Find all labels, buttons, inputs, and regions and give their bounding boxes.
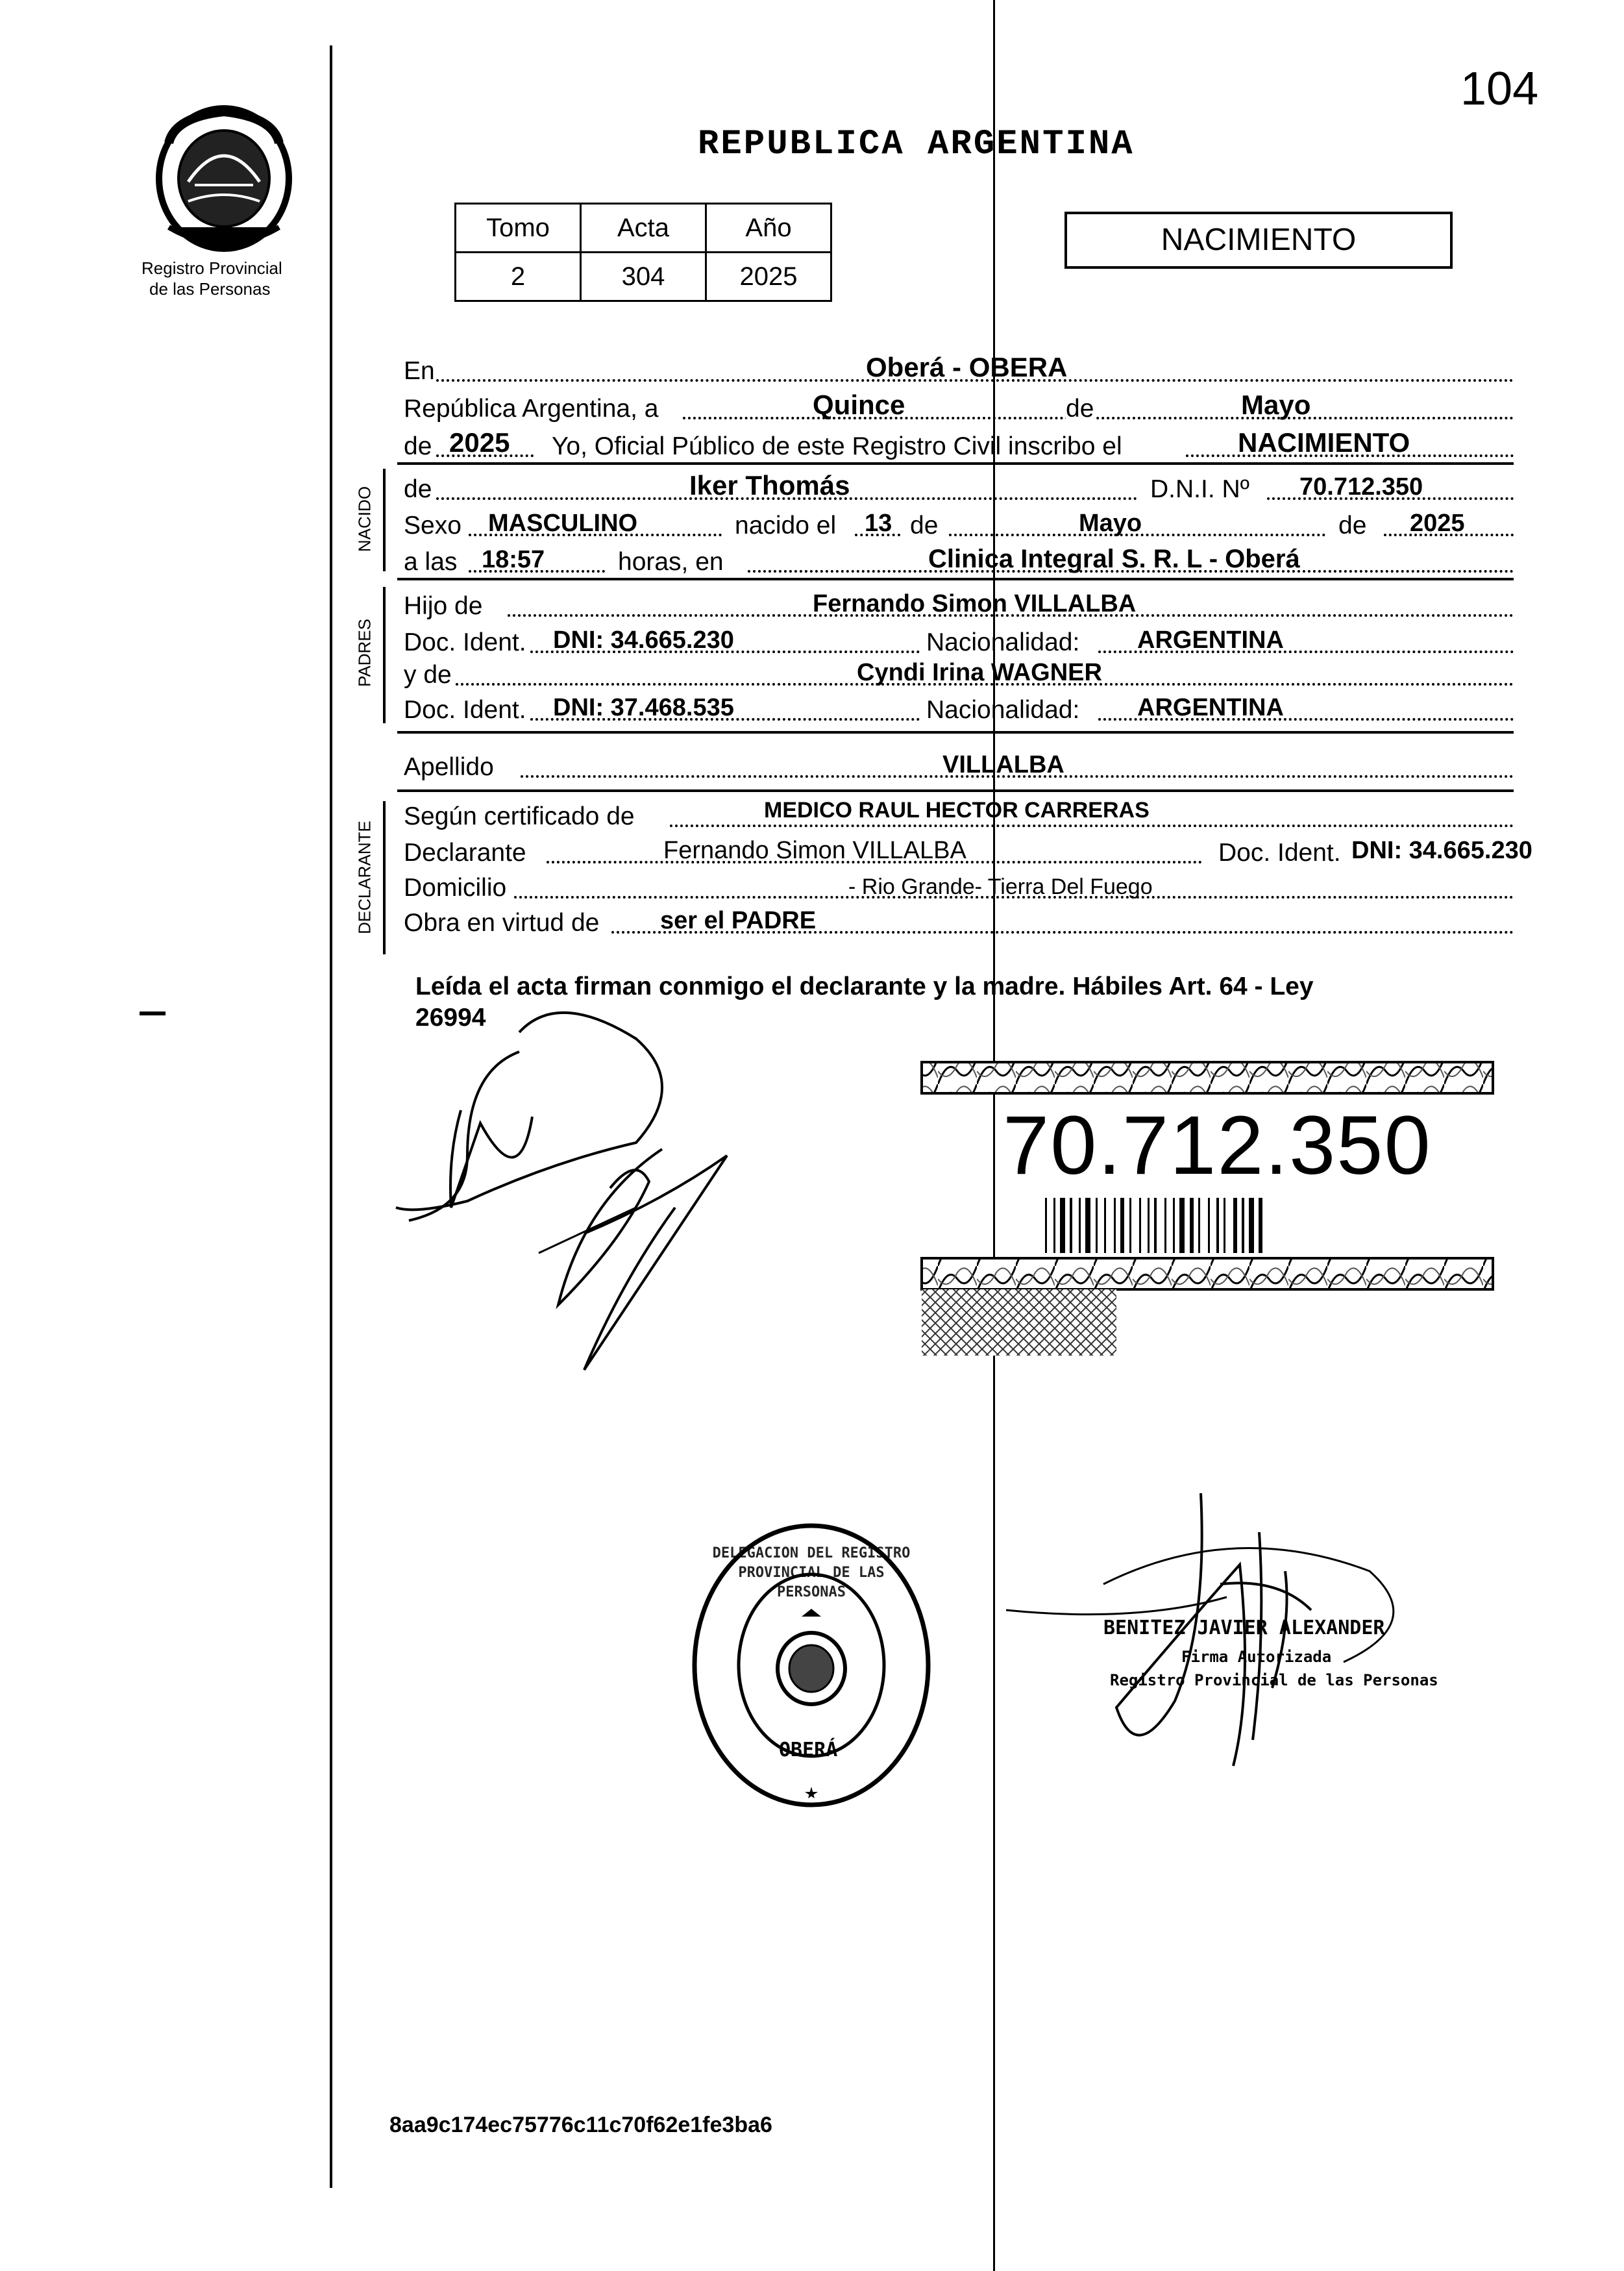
sexo-value: MASCULINO	[488, 510, 638, 537]
de-label: de	[404, 475, 432, 503]
closing-line-1: Leída el acta firman conmigo el declarante y la madre. Hábiles Art. 64 - Ley	[415, 973, 1314, 1000]
row-obra	[397, 902, 1514, 941]
declarante-name: Fernando Simon VILLALBA	[663, 837, 966, 864]
divider-after-padres	[397, 731, 1514, 734]
document-title: REPUBLICA ARGENTINA	[698, 125, 1135, 164]
child-name: Iker Thomás	[689, 470, 850, 501]
obra-label: Obra en virtud de	[404, 909, 600, 937]
barcode-bar	[1045, 1198, 1047, 1253]
domicilio-value: - Rio Grande- Tierra Del Fuego	[848, 875, 1153, 899]
y-de-label: y de	[404, 661, 452, 689]
birth-day-value: 13	[865, 510, 892, 537]
apellido-value: VILLALBA	[942, 751, 1064, 778]
republica-label: República Argentina, a	[404, 395, 659, 423]
row-en	[397, 351, 1514, 390]
barcode-bar	[1198, 1198, 1200, 1253]
page-number: 104	[1460, 63, 1539, 115]
time-value: 18:57	[482, 546, 545, 573]
barcode-bar	[1104, 1198, 1106, 1253]
a-las-label: a las	[404, 548, 458, 576]
act-type-box	[1064, 212, 1453, 269]
de-label-2: de	[910, 512, 939, 540]
official-role: Firma Autorizada	[1181, 1648, 1332, 1666]
barcode-bar	[1208, 1198, 1210, 1253]
year-prefix-label: de	[404, 432, 432, 460]
row-y-de	[397, 654, 1514, 693]
domicilio-label: Domicilio	[404, 874, 507, 902]
declarante-section-label: DECLARANTE	[354, 821, 375, 934]
apellido-label: Apellido	[404, 753, 494, 781]
barcode-bar	[1164, 1198, 1166, 1253]
act-value: NACIMIENTO	[1238, 427, 1410, 458]
barcode-bar	[1216, 1198, 1219, 1253]
row-apellido	[397, 747, 1514, 786]
mother-doc: DNI: 37.468.535	[553, 694, 734, 721]
left-margin-rule	[330, 45, 332, 2188]
barcode-bar	[1079, 1198, 1081, 1253]
nacionalidad-label: Nacionalidad:	[926, 628, 1080, 656]
row-statement	[397, 426, 1514, 465]
father-doc: DNI: 34.665.230	[553, 627, 734, 654]
barcode-bar	[1259, 1198, 1262, 1253]
declarante-bracket	[383, 801, 386, 954]
row-segun	[397, 796, 1514, 835]
padres-section-label: PADRES	[354, 619, 375, 687]
row-mother-doc	[397, 689, 1514, 728]
registry-table	[454, 203, 832, 302]
divider-after-intro	[397, 462, 1514, 465]
row-nacido-hora	[397, 541, 1514, 580]
father-nationality: ARGENTINA	[1137, 627, 1284, 654]
barcode-bar	[1120, 1198, 1124, 1253]
seal-city: OBERÁ	[779, 1739, 838, 1761]
birth-month-value: Mayo	[1079, 510, 1142, 537]
declarant-signature	[389, 993, 844, 1383]
official-name: BENITEZ JAVIER ALEXANDER	[1103, 1617, 1385, 1639]
mother-name: Cyndi Irina WAGNER	[857, 659, 1102, 686]
barcode-number: 70.712.350	[1003, 1099, 1432, 1192]
document-hash: 8aa9c174ec75776c11c70f62e1fe3ba6	[389, 2113, 772, 2137]
table-value-anio: 2025	[706, 253, 831, 301]
barcode-bar	[1053, 1198, 1055, 1253]
father-name: Fernando Simon VILLALBA	[813, 590, 1137, 617]
barcode-bar	[1249, 1198, 1254, 1253]
de-label-3: de	[1338, 512, 1367, 540]
de-label: de	[1066, 395, 1094, 423]
barcode-bar	[1129, 1198, 1131, 1253]
nacido-el-label: nacido el	[735, 512, 837, 540]
row-nacido-sexo	[397, 505, 1514, 544]
place-value: Oberá - OBERA	[866, 352, 1068, 382]
barcode-bar	[1114, 1198, 1116, 1253]
table-header-acta: Acta	[581, 204, 706, 253]
statement-text: Yo, Oficial Público de este Registro Civil inscribo el	[552, 432, 1122, 460]
mother-nationality: ARGENTINA	[1137, 694, 1284, 721]
nacido-bracket	[383, 469, 386, 571]
closing-line-2: 26994	[415, 1004, 486, 1032]
divider-after-apellido	[397, 789, 1514, 792]
table-header-tomo: Tomo	[456, 204, 581, 253]
barcode-bar	[1190, 1198, 1194, 1253]
barcode-bar	[1085, 1198, 1090, 1253]
hijo-de-label: Hijo de	[404, 592, 483, 620]
barcode-bar	[1060, 1198, 1065, 1253]
doc-ident-label-2: Doc. Ident.	[404, 696, 526, 724]
birth-place-value: Clinica Integral S. R. L - Oberá	[928, 545, 1300, 573]
nacionalidad-label-2: Nacionalidad:	[926, 696, 1080, 724]
dni-label: D.N.I. Nº	[1150, 475, 1249, 503]
row-declarante	[397, 832, 1532, 871]
agency-caption-line2: de las Personas	[149, 279, 271, 299]
year-value: 2025	[449, 427, 510, 458]
sexo-label: Sexo	[404, 512, 461, 540]
horas-label: horas, en	[618, 548, 724, 576]
month-value: Mayo	[1241, 390, 1311, 420]
nacido-section-label: NACIDO	[354, 486, 375, 552]
barcode-bar	[1173, 1198, 1175, 1253]
barcode-bar	[1148, 1198, 1150, 1253]
official-office: Registro Provincial de las Personas	[1110, 1671, 1438, 1689]
barcode-bar	[1070, 1198, 1072, 1253]
birth-year-value: 2025	[1410, 510, 1465, 537]
child-dni: 70.712.350	[1299, 473, 1423, 501]
barcode-bar	[1242, 1198, 1244, 1253]
doc-ident-label: Doc. Ident.	[404, 628, 526, 656]
act-type-label: NACIMIENTO	[1161, 223, 1357, 257]
declarante-doc: DNI: 34.665.230	[1351, 837, 1532, 864]
scan-mark	[140, 1011, 166, 1015]
divider-after-nacido	[397, 578, 1514, 580]
table-value-tomo: 2	[456, 253, 581, 301]
barcode-bar	[1233, 1198, 1237, 1253]
padres-bracket	[383, 587, 386, 723]
day-value: Quince	[813, 390, 905, 420]
barcode-bar	[1224, 1198, 1225, 1253]
declarante-label: Declarante	[404, 839, 526, 867]
barcode-bar	[1154, 1198, 1157, 1253]
row-domicilio	[397, 867, 1514, 906]
province-logo	[149, 104, 299, 253]
row-republica	[397, 388, 1514, 427]
doc-ident-label-3: Doc. Ident.	[1218, 839, 1341, 867]
en-label: En	[404, 357, 435, 385]
row-nacido-name	[397, 469, 1514, 508]
table-value-acta: 304	[581, 253, 706, 301]
seal-outer-text: DELEGACION DEL REGISTRO PROVINCIAL DE LAS PERSONAS	[712, 1545, 911, 1600]
segun-label: Según certificado de	[404, 802, 635, 830]
row-hijo-de	[397, 586, 1514, 625]
table-header-anio: Año	[706, 204, 831, 253]
barcode-bar	[1096, 1198, 1098, 1253]
certificate-value: MEDICO RAUL HECTOR CARRERAS	[764, 798, 1150, 823]
agency-caption-line1: Registro Provincial	[141, 258, 282, 278]
barcode-bar	[1139, 1198, 1141, 1253]
obra-value: ser el PADRE	[660, 907, 817, 934]
barcode-bar	[1179, 1198, 1185, 1253]
